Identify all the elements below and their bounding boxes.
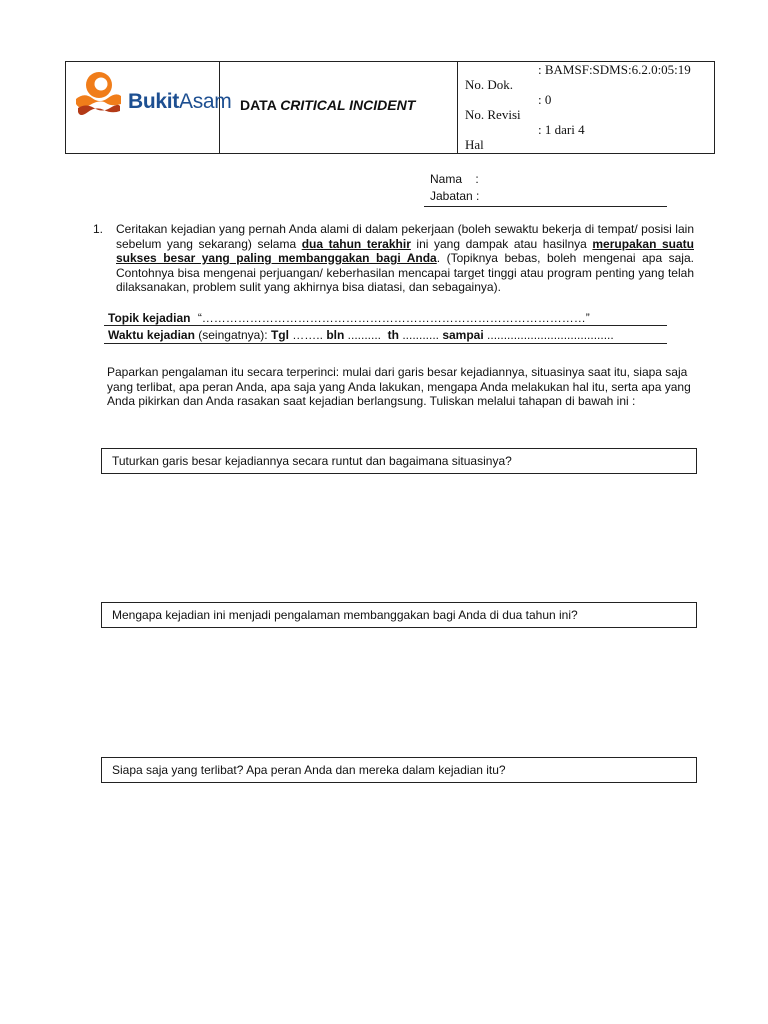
prompt-text: Mengapa kejadian ini menjadi pengalaman membanggakan bagi Anda di dua tahun ini? bbox=[112, 608, 578, 622]
bukit-asam-emblem-icon bbox=[74, 68, 122, 116]
time-separator bbox=[104, 343, 667, 344]
question-emphasis: merupakan suatu sukses besar yang paling membanggakan bagi Anda bbox=[116, 236, 694, 265]
instructions-paragraph: Paparkan pengalaman itu secara terperinci: mulai dari garis besar kejadiannya, situasinya saat itu, siapa saja yang terlibat, apa peran Anda, apa saja yang Anda lakukan, mengapa Anda melakukan hal itu, serta apa yang Anda pikirkan dan Anda rasakan saat kejadian berlangsung. Tuliskan melalui tahapan di bawah ini : bbox=[107, 365, 691, 408]
no-dok-label: No. Dok. bbox=[465, 77, 514, 92]
topic-separator bbox=[104, 325, 667, 326]
th-label: th bbox=[387, 328, 399, 342]
prompt-box bbox=[101, 448, 697, 474]
header-divider bbox=[457, 62, 458, 153]
topic-row bbox=[108, 311, 590, 325]
title-prefix: DATA bbox=[240, 97, 281, 113]
bln-field[interactable]: .......... bbox=[344, 328, 388, 342]
time-row bbox=[108, 328, 614, 342]
hal-label: Hal bbox=[465, 137, 484, 152]
topic-field[interactable]: “……………………………………………………………………………………” bbox=[197, 311, 590, 325]
logo-text-bukit: Bukit bbox=[128, 90, 180, 113]
logo-wordmark bbox=[128, 90, 232, 114]
bukit-asam-logo bbox=[74, 68, 232, 122]
question-text-part: Ceritakan kejadian yang pernah Anda alami di dalam pekerjaan (boleh sewaktu bekerja di tempat/ posisi lain sebelum yang sekarang) selama bbox=[116, 222, 694, 251]
tgl-label: Tgl bbox=[270, 328, 289, 342]
jabatan-label: Jabatan : bbox=[430, 189, 480, 203]
prompt-text: Siapa saja yang terlibat? Apa peran Anda dan mereka dalam kejadian itu? bbox=[112, 763, 506, 777]
tgl-field[interactable]: …….. bbox=[288, 328, 327, 342]
question-text-part: . (Topiknya bebas, boleh mengenai apa saja. Contohnya bisa mengenai perjuangan/ keberhasilan mencapai target tinggi atau program penting yang telah dilaksanakan, problem sulit yang akhirnya bisa diatasi, dan sebagainya). bbox=[116, 251, 694, 294]
prompt-box bbox=[101, 757, 697, 783]
topic-time-block bbox=[104, 310, 667, 344]
title-italic: CRITICAL INCIDENT bbox=[280, 97, 416, 113]
question-text bbox=[116, 222, 694, 295]
hal-value: : 1 dari 4 bbox=[538, 122, 585, 137]
document-header bbox=[65, 61, 715, 154]
sampai-field[interactable]: ...................................... bbox=[483, 328, 614, 342]
question-number: 1. bbox=[93, 222, 104, 236]
question-emphasis: dua tahun terakhir bbox=[301, 236, 411, 251]
topic-label: Topik kejadian bbox=[108, 311, 191, 325]
prompt-text: Tuturkan garis besar kejadiannya secara runtut dan bagaimana situasinya? bbox=[112, 454, 512, 468]
question-text-part: ini yang dampak atau hasilnya bbox=[410, 236, 593, 251]
time-hint: (seingatnya): bbox=[194, 328, 271, 342]
doc-code: : BAMSF:SDMS:6.2.0:05:19 bbox=[538, 62, 691, 77]
document-title bbox=[240, 97, 415, 113]
prompt-box bbox=[101, 602, 697, 628]
identity-block bbox=[430, 172, 479, 203]
logo-text-asam: Asam bbox=[179, 90, 232, 113]
th-field[interactable]: ........... bbox=[398, 328, 443, 342]
no-revisi-label: No. Revisi bbox=[465, 107, 521, 122]
sampai-label: sampai bbox=[442, 328, 484, 342]
bln-label: bln bbox=[326, 328, 345, 342]
identity-underline bbox=[424, 206, 667, 207]
time-label: Waktu kejadian bbox=[108, 328, 195, 342]
revisi-value: : 0 bbox=[538, 92, 552, 107]
nama-label: Nama : bbox=[430, 172, 479, 186]
